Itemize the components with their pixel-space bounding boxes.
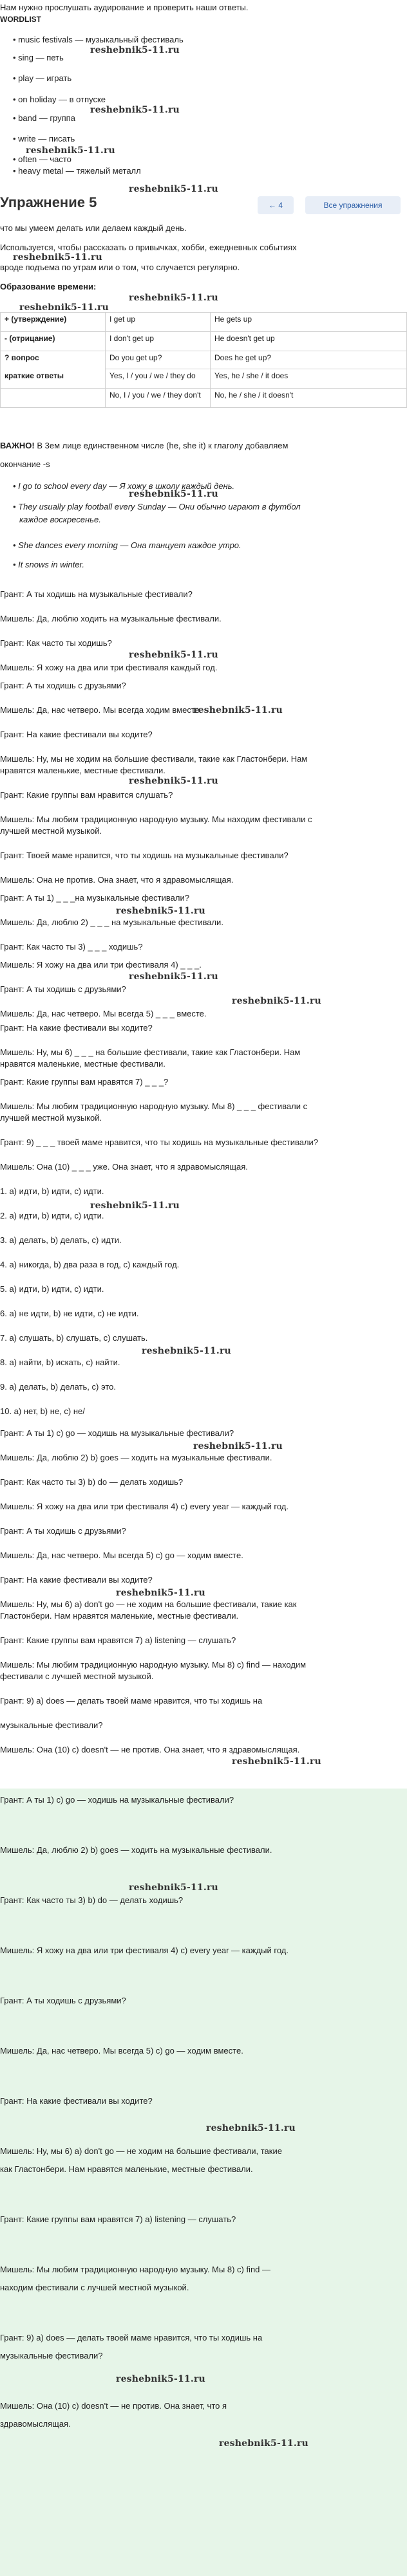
watermark: reshebnik5-11.ru (206, 2123, 296, 2133)
answer-line: Мишель: Ну, мы 6) a) don't go — не ходим на большие фестивали, такие как (0, 1599, 297, 1609)
answer-line: Мишель: Я хожу на два или три фестиваля 4) c) every year — каждый год. (0, 1946, 289, 1955)
option-line: 6. а) не идти, b) не идти, c) не идти. (0, 1309, 139, 1318)
dialog-line: Грант: Какие группы вам нравится слушать? (0, 790, 173, 800)
answer-line: Мишель: Ну, мы 6) a) don't go — не ходим на большие фестивали, такие (0, 2146, 282, 2156)
option-line: 5. а) идти, b) идти, c) идти. (0, 1284, 104, 1294)
option-line: 8. а) найти, b) искать, c) найти. (0, 1357, 120, 1367)
table-row: + (утверждение) I get up He gets up (1, 313, 407, 332)
dialog-line: Грант: А ты ходишь на музыкальные фестивали? (0, 589, 193, 599)
wordlist-item: • often — часто (13, 154, 71, 164)
rule-line: Используется, чтобы рассказать о привычках, хобби, ежедневных событиях (0, 243, 297, 252)
answer-line: Мишель: Она (10) c) doesn't — не против. Она знает, что я здравомыслящая. (0, 1745, 300, 1754)
dialog-line: Грант: На какие фестивали вы ходите? (0, 730, 153, 739)
answer-line: Грант: А ты ходишь с друзьями? (0, 1526, 126, 1536)
prev-exercise-button[interactable] (258, 196, 294, 214)
example-line: • She dances every morning — Она танцует каждое утро. (13, 540, 241, 550)
watermark: reshebnik5-11.ru (142, 1346, 231, 1356)
highlighted-answers (0, 1789, 407, 2576)
table-row: краткие ответы Yes, I / you / we / they do Yes, he / she / it does (1, 369, 407, 389)
watermark: reshebnik5-11.ru (129, 971, 218, 982)
arrow-left-icon: ← (268, 201, 279, 210)
wordlist-item: • on holiday — в отпуске (13, 95, 106, 104)
answer-line: здравомыслящая. (0, 2419, 71, 2429)
gap-line: Мишель: Она (10) _ _ _ уже. Она знает, что я здравомыслящая. (0, 1162, 248, 1172)
gap-line: Грант: А ты ходишь с друзьями? (0, 984, 126, 994)
grammar-table (0, 312, 407, 408)
gap-line: Мишель: Да, люблю 2) _ _ _ на музыкальные фестивали. (0, 917, 223, 927)
dialog-line: Грант: Как часто ты ходишь? (0, 638, 112, 648)
all-exercises-label: Все упражнения (323, 201, 383, 210)
option-line: 10. а) нет, b) не, c) не/ (0, 1406, 85, 1416)
watermark: reshebnik5-11.ru (129, 293, 218, 303)
gap-line: Грант: 9) _ _ _ твоей маме нравится, что ты ходишь на музыкальные фестивали? (0, 1137, 319, 1147)
intro-text: Нам нужно прослушать аудирование и проверить наши ответы. (0, 3, 249, 12)
dialog-line: Мишель: Ну, мы не ходим на большие фестивали, такие как Гластонбери. Нам (0, 754, 308, 764)
gap-line: Мишель: Да, нас четверо. Мы всегда 5) _ _ _ вместе. (0, 1009, 207, 1018)
dialog-line: Мишель: Да, нас четверо. Мы всегда ходим вместе. (0, 705, 202, 715)
watermark: reshebnik5-11.ru (13, 252, 102, 262)
wordlist-item: • heavy metal — тяжелый металл (13, 166, 141, 176)
answer-line: как Гластонбери. Нам нравятся маленькие, местные фестивали. (0, 2164, 253, 2174)
answer-line: Грант: 9) a) does — делать твоей маме нравится, что ты ходишь на (0, 2333, 263, 2342)
table-row: - (отрицание) I don't get up He doesn't get up (1, 332, 407, 351)
watermark: reshebnik5-11.ru (90, 1201, 180, 1211)
wordlist-item: • write — писать (13, 134, 75, 143)
watermark: reshebnik5-11.ru (116, 906, 205, 916)
gap-line: Грант: На какие фестивали вы ходите? (0, 1023, 153, 1033)
gap-line: нравятся маленькие, местные фестивали. (0, 1059, 166, 1069)
watermark: reshebnik5-11.ru (219, 2438, 308, 2449)
answer-line: Грант: На какие фестивали вы ходите? (0, 1575, 153, 1585)
answer-line: Грант: А ты ходишь с друзьями? (0, 1996, 126, 2005)
answer-line: Грант: Какие группы вам нравятся 7) a) listening — слушать? (0, 1635, 236, 1645)
wordlist-item: • band — группа (13, 113, 75, 123)
answer-line: Грант: А ты 1) c) go — ходишь на музыкальные фестивали? (0, 1795, 234, 1805)
watermark: reshebnik5-11.ru (129, 489, 218, 499)
dialog-line: лучшей местной музыкой. (0, 826, 102, 836)
watermark: reshebnik5-11.ru (90, 105, 180, 115)
answer-line: Грант: Как часто ты 3) b) do — делать ходишь? (0, 1477, 184, 1487)
rule-line: что мы умеем делать или делаем каждый день. (0, 223, 187, 233)
gap-line: Грант: А ты 1) _ _ _на музыкальные фестивали? (0, 893, 189, 903)
dialog-line: нравятся маленькие, местные фестивали. (0, 766, 166, 775)
table-row: ? вопрос Do you get up? Does he get up? (1, 351, 407, 369)
gap-line: Мишель: Мы любим традиционную народную музыку. Мы 8) _ _ _ фестивали с (0, 1101, 308, 1111)
watermark: reshebnik5-11.ru (90, 45, 180, 55)
watermark: reshebnik5-11.ru (116, 1588, 205, 1598)
answer-line: Грант: Как часто ты 3) b) do — делать ходишь? (0, 1895, 184, 1905)
gap-line: Грант: Какие группы вам нравятся 7) _ _ _? (0, 1077, 169, 1087)
dialog-line: Мишель: Мы любим традиционную народную музыку. Мы находим фестивали с (0, 814, 312, 824)
answer-line: находим фестивали с лучшей местной музыкой. (0, 2283, 189, 2292)
example-line: • They usually play football every Sunday — Они обычно играют в футбол (13, 502, 301, 511)
answer-line: Мишель: Да, люблю 2) b) goes — ходить на музыкальные фестивали. (0, 1845, 272, 1855)
important-note-cont: окончание -s (0, 459, 50, 469)
watermark: reshebnik5-11.ru (129, 1882, 218, 1893)
option-line: 9. а) делать, b) делать, c) это. (0, 1382, 116, 1392)
dialog-line: Грант: А ты ходишь с друзьями? (0, 681, 126, 690)
watermark: reshebnik5-11.ru (26, 145, 115, 156)
watermark: reshebnik5-11.ru (232, 1756, 321, 1767)
answer-line: Мишель: Мы любим традиционную народную музыку. Мы 8) c) find — находим (0, 1660, 307, 1670)
answer-line: Грант: Какие группы вам нравятся 7) a) listening — слушать? (0, 2214, 236, 2224)
answer-line: фестивали с лучшей местной музыкой. (0, 1671, 154, 1681)
important-note: ВАЖНО! В 3ем лице единственном числе (he, she it) к глаголу добавляем (0, 441, 289, 450)
answer-line: Мишель: Она (10) c) doesn't — не против. Она знает, что я (0, 2401, 227, 2411)
answer-line: Мишель: Мы любим традиционную народную музыку. Мы 8) c) find — (0, 2265, 271, 2274)
watermark: reshebnik5-11.ru (129, 650, 218, 660)
answer-line: музыкальные фестивали? (0, 2351, 103, 2360)
answer-line: музыкальные фестивали? (0, 1720, 103, 1730)
answer-line: Мишель: Да, нас четверо. Мы всегда 5) c) go — ходим вместе. (0, 2046, 243, 2056)
all-exercises-button[interactable] (305, 196, 401, 214)
watermark: reshebnik5-11.ru (129, 184, 218, 194)
dialog-line: Мишель: Да, люблю ходить на музыкальные фестивали. (0, 614, 222, 623)
exercise-title: Упражнение 5 (0, 194, 97, 210)
dialog-line: Мишель: Я хожу на два или три фестиваля каждый год. (0, 663, 218, 672)
rule-line: Образование времени: (0, 282, 97, 291)
answer-line: Грант: 9) a) does — делать твоей маме нравится, что ты ходишь на (0, 1696, 263, 1706)
answer-line: Мишель: Да, нас четверо. Мы всегда 5) c) go — ходим вместе. (0, 1550, 243, 1560)
wordlist-item: • play — играть (13, 73, 72, 83)
dialog-line: Мишель: Она не против. Она знает, что я здравомыслящая. (0, 875, 234, 885)
example-line: каждое воскресенье. (19, 515, 101, 524)
example-line: • I go to school every day — Я хожу в школу каждый день. (13, 481, 235, 491)
option-line: 3. а) делать, b) делать, c) идти. (0, 1235, 122, 1245)
watermark: reshebnik5-11.ru (232, 996, 321, 1006)
option-line: 2. а) идти, b) идти, c) идти. (0, 1211, 104, 1220)
gap-line: Грант: Как часто ты 3) _ _ _ ходишь? (0, 942, 143, 952)
dialog-line: Грант: Твоей маме нравится, что ты ходишь на музыкальные фестивали? (0, 851, 289, 860)
answer-line: Мишель: Я хожу на два или три фестиваля 4) c) every year — каждый год. (0, 1502, 289, 1511)
option-line: 1. а) идти, b) идти, c) идти. (0, 1186, 104, 1196)
wordlist-title: WORDLIST (0, 15, 41, 24)
watermark: reshebnik5-11.ru (193, 705, 283, 715)
answer-line: Гластонбери. Нам нравятся маленькие, местные фестивали. (0, 1611, 239, 1621)
watermark: reshebnik5-11.ru (193, 1441, 283, 1451)
option-line: 4. а) никогда, b) два раза в год, c) каждый год. (0, 1260, 180, 1269)
wordlist-item: • sing — петь (13, 53, 64, 62)
watermark: reshebnik5-11.ru (116, 2374, 205, 2384)
gap-line: лучшей местной музыкой. (0, 1113, 102, 1123)
table-row: No, I / you / we / they don't No, he / she / it doesn't (1, 389, 407, 408)
option-line: 7. а) слушать, b) слушать, c) слушать. (0, 1333, 148, 1343)
watermark: reshebnik5-11.ru (19, 302, 109, 313)
gap-line: Мишель: Я хожу на два или три фестиваля 4) _ _ _. (0, 960, 202, 970)
watermark: reshebnik5-11.ru (129, 776, 218, 786)
answer-line: Грант: На какие фестивали вы ходите? (0, 2096, 153, 2106)
gap-line: Мишель: Ну, мы 6) _ _ _ на большие фестивали, такие как Гластонбери. Нам (0, 1047, 301, 1057)
rule-line: вроде подъема по утрам или о том, что случается регулярно. (0, 262, 240, 272)
prev-exercise-label: 4 (278, 201, 283, 210)
wordlist-item: • music festivals — музыкальный фестиваль (13, 35, 184, 44)
example-line: • It snows in winter. (13, 560, 85, 569)
answer-line: Грант: А ты 1) c) go — ходишь на музыкальные фестивали? (0, 1428, 234, 1438)
answer-line: Мишель: Да, люблю 2) b) goes — ходить на музыкальные фестивали. (0, 1453, 272, 1462)
